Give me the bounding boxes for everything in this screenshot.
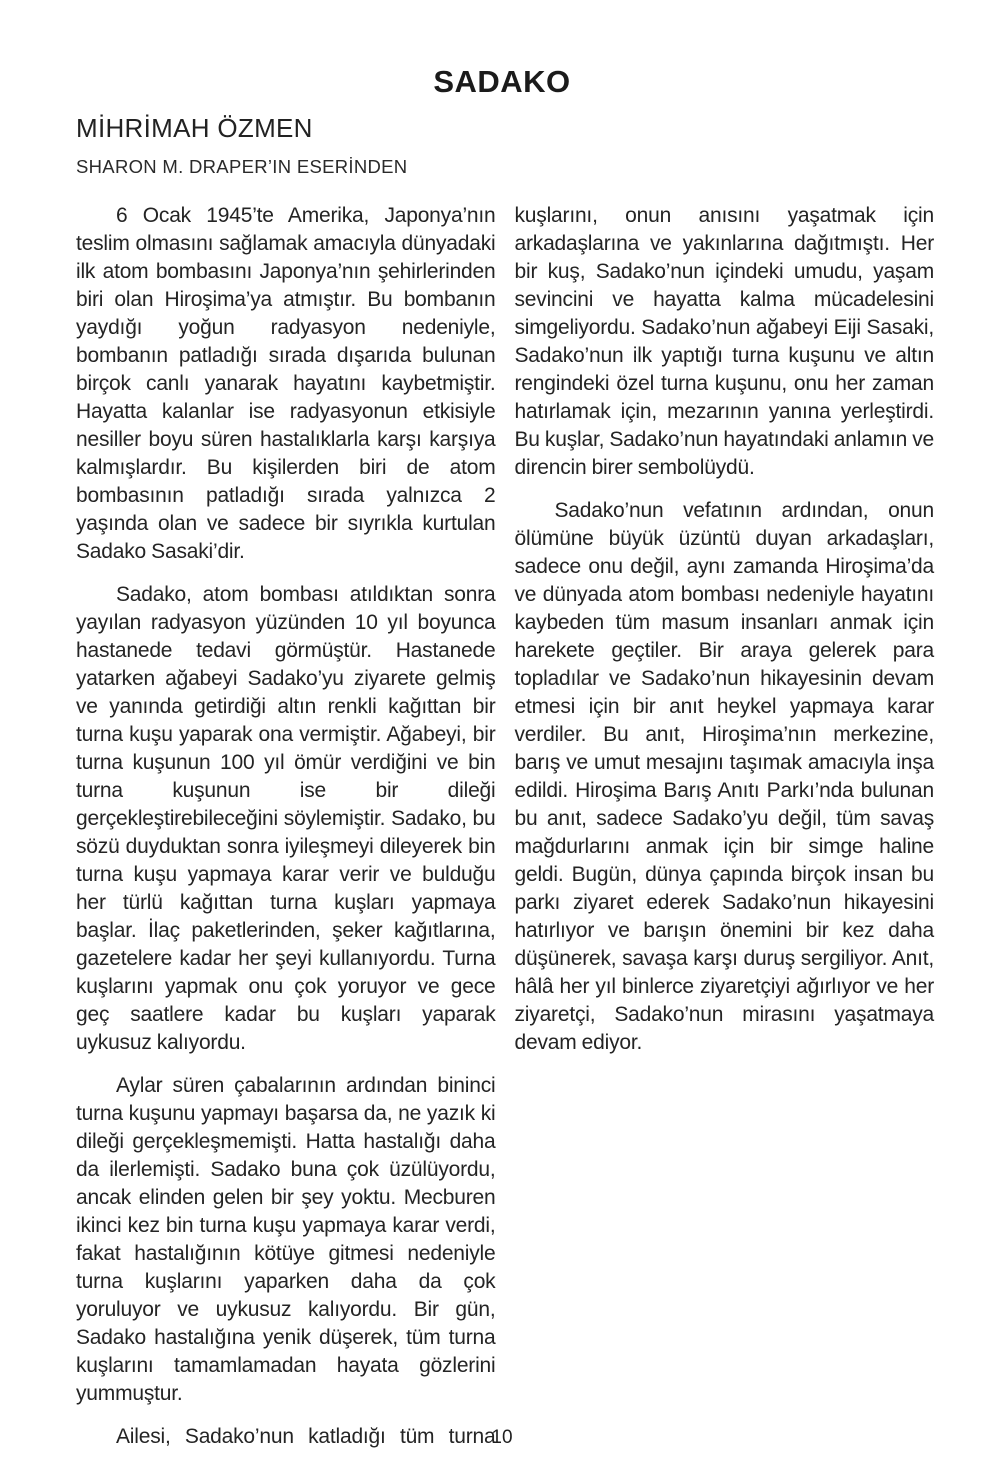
paragraph-3: Aylar süren çabalarının ardından bininci turna kuşunu yapmayı başarsa da, ne yazık ki dileği gerçekleşmemişti. Hatta hastalığı daha da ilerlemişti. Sadako buna çok üzülüyordu, ancak elinden gelen bir şey yoktu. Mecburen ikinci kez bin turna kuşu yapmaya karar verdi, fakat hastalığının kötüye gitmesi nedeniyle turna kuşlarını yaparken daha da çok yoruluyor ve uykusuz kalıyordu. Bir gün, Sadako hastalığına yenik düşerek, tüm turna kuşlarını tamamlamadan hayata gözlerini yummuştur. [76, 1074, 496, 1405]
text-columns [76, 202, 934, 1451]
paragraph-2: Sadako, atom bombası atıldıktan sonra yayılan radyasyon yüzünden 10 yıl boyunca hastanede tedavi görmüştür. Hastanede yatarken ağabeyi Sadako’yu ziyarete gelmiş ve yanında getirdiği altın renkli kağıttan bir turna kuşu yaparak ona vermiştir. Ağabeyi, bir turna kuşunun 100 yıl ömür verdiğini ve bin turna kuşunun ise bir dileği gerçekleştirebileceğini söylemiştir. Sadako, bu sözü duyduktan sonra iyileşmeyi dileyerek bin turna kuşu yapmaya karar verir ve bulduğu her türlü kağıttan turna kuşları yapmaya başlar. İlaç paketlerinden, şeker kağıtlarına, gazetelere kadar her şeyi kullanıyordu. Turna kuşlarını yapmak onu çok yoruyor ve gece geç saatlere kadar bu kuşları yaparak uykusuz kalıyordu. [76, 583, 496, 1054]
page-title: SADAKO [433, 64, 571, 99]
author-name: MİHRİMAH ÖZMEN [76, 113, 313, 143]
left-column [76, 202, 496, 1451]
document-page [0, 64, 1004, 1481]
paragraph-1: 6 Ocak 1945’te Amerika, Japonya’nın teslim olmasını sağlamak amacıyla dünyadaki ilk atom bombasını Japonya’nın şehirlerinden biri olan Hiroşima’ya atmıştır. Bu bombanın yaydığı yoğun radyasyon nedeniyle, bombanın patladığı sırada dışarıda bulunan birçok canlı yanarak hayatını kaybetmiştir. Hayatta kalanlar ise radyasyonun etkisiyle nesiller boyu süren hastalıklarla karşı karşıya kalmışlardır. Bu kişilerden biri de atom bombasının patladığı sırada yalnızca 2 yaşında olan ve sadece bir sıyrıkla kurtulan Sadako Sasaki’dir. [76, 204, 496, 563]
paragraph-5: Sadako’nun vefatının ardından, onun ölümüne büyük üzüntü duyan arkadaşları, sadece onu değil, aynı zamanda Hiroşima’da ve dünyada atom bombası nedeniyle hayatını kaybeden tüm masum insanları anmak için harekete geçtiler. Bir araya gelerek para topladılar ve Sadako’nun hikayesinin devam etmesi için bir anıt heykel yapmaya karar verdiler. Bu anıt, Hiroşima’nın merkezine, barış ve umut mesajını taşımak amacıyla inşa edildi. Hiroşima Barış Anıtı Parkı’nda bulunan bu anıt, sadece Sadako’yu değil, tüm savaş mağdurlarını anmak için bir simge haline geldi. Bugün, dünya çapında birçok insan bu parkı ziyaret ederek Sadako’nun hikayesini hatırlıyor ve barışın önemini bir kez daha düşünerek, savaşa karşı duruş sergiliyor. Anıt, hâlâ her yıl binlerce ziyaretçiyi ağırlıyor ve her ziyaretçi, Sadako’nun mirasını yaşatmaya devam ediyor. [514, 499, 934, 1054]
source-line: SHARON M. DRAPER’IN ESERİNDEN [76, 156, 408, 177]
paragraph-4-continued: kuşlarını, onun anısını yaşatmak için arkadaşlarına ve yakınlarına dağıtmıştı. Her bir kuş, Sadako’nun içindeki umudu, yaşam sevincini ve hayatta kalma mücadelesini simgeliyordu. Sadako’nun ağabeyi Eiji Sasaki, Sadako’nun ilk yaptığı turna kuşunu ve altın rengindeki özel turna kuşunu, onu her zaman hatırlamak için, mezarının yanına yerleştirdi. Bu kuşlar, Sadako’nun hayatındaki anlamın ve direncin birer sembolüydü. [514, 204, 934, 479]
page-number: 10 [491, 1427, 513, 1448]
paragraph-4-start: Ailesi, Sadako’nun katladığı tüm turna [116, 1425, 496, 1448]
right-column [515, 202, 935, 1451]
